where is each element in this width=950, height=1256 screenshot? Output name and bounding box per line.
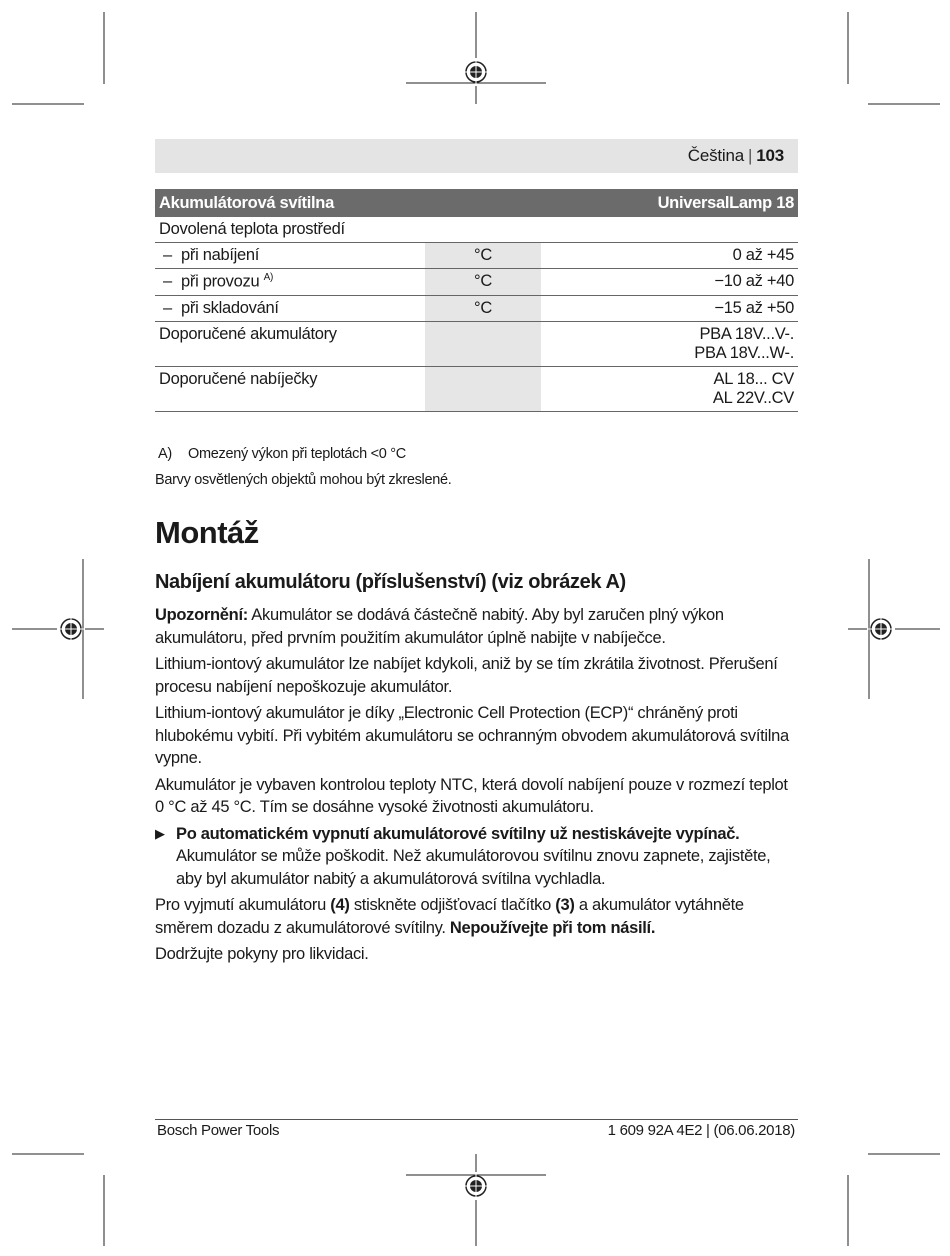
paragraph: Pro vyjmutí akumulátoru (4) stiskněte odjišťovací tlačítko (3) a akumulátor vytáhněte směrem dozadu z akumulátorové svítilny. Nepoužívejte při tom násilí. — [155, 896, 744, 937]
body-text — [155, 604, 795, 970]
row-label: – při skladování — [155, 295, 425, 321]
paragraph: Upozornění: Akumulátor se dodává částečně nabitý. Aby byl zaručen plný výkon akumulátoru, před prvním použitím akumulátor úplně nabijte v nabíječce. — [155, 606, 724, 647]
footer-brand: Bosch Power Tools — [157, 1122, 280, 1139]
chargers-label: Doporučené nabíječky — [155, 366, 425, 411]
table-row — [155, 366, 798, 411]
table-footnote — [158, 446, 406, 462]
table-row — [155, 321, 798, 366]
paragraph: Lithium-iontový akumulátor je díky „Electronic Cell Protection (ECP)“ chráněný proti hlubokému vybití. Při vybitém akumulátoru se ochranným obvodem akumulátorová svítilna vypne. — [155, 704, 789, 767]
section-title: Montáž — [155, 515, 259, 550]
row-value: 0 až +45 — [541, 243, 798, 269]
row-value: −10 až +40 — [541, 269, 798, 296]
subsection-title: Nabíjení akumulátoru (příslušenství) (viz obrázek A) — [155, 571, 626, 593]
header-text — [688, 139, 784, 173]
warning-bullet: ▶ Po automatickém vypnutí akumulátorové svítilny už nestiskávejte vypínač. Akumulátor se může poškodit. Než akumulátorovou svítilnu znovu zapnete, zajistěte, aby byl akumulátor nabitý a akumulátorová svítilna vychladla. — [155, 824, 771, 888]
spec-table-title: Akumulátorová svítilna — [155, 189, 541, 217]
row-unit: °C — [425, 243, 541, 269]
table-row — [155, 217, 798, 243]
footer-divider — [155, 1119, 798, 1120]
spec-table-header — [155, 189, 798, 217]
registration-target-top — [462, 58, 490, 86]
spec-table-product: UniversalLamp 18 — [541, 189, 798, 217]
footer-doc-id: 1 609 92A 4E2 | (06.06.2018) — [607, 1122, 795, 1139]
color-note: Barvy osvětlených objektů mohou být zkreslené. — [155, 472, 452, 488]
registration-target-bottom — [462, 1172, 490, 1200]
row-unit: °C — [425, 269, 541, 296]
batteries-value: PBA 18V...V-. PBA 18V...W-. — [541, 321, 798, 366]
row-label: – při provozu $^{A)}$ — [155, 269, 425, 296]
spec-table — [155, 189, 798, 412]
table-row — [155, 269, 798, 296]
header-language: Čeština — [687, 146, 745, 165]
triangle-bullet-icon: ▶ — [155, 825, 165, 841]
row-value: −15 až +50 — [541, 295, 798, 321]
registration-target-right — [867, 615, 895, 643]
header-separator: | — [748, 146, 753, 165]
chargers-value: AL 18... CV AL 22V..CV — [541, 366, 798, 411]
paragraph: Akumulátor je vybaven kontrolou teploty NTC, která dovolí nabíjení pouze v rozmezí teplot 0 °C až 45 °C. Tím se dosáhne vysoké životnosti akumulátoru. — [155, 775, 788, 816]
footnote-text: Omezený výkon při teplotách <0 °C — [188, 446, 406, 462]
table-row — [155, 295, 798, 321]
paragraph: Dodržujte pokyny pro likvidaci. — [155, 945, 369, 963]
footnote-ref: A) — [263, 272, 274, 283]
row-label: – při nabíjení — [155, 243, 425, 269]
table-row — [155, 243, 798, 269]
batteries-label: Doporučené akumulátory — [155, 321, 425, 366]
registration-target-left — [57, 615, 85, 643]
page-number: 103 — [756, 146, 784, 165]
paragraph: Lithium-iontový akumulátor lze nabíjet kdykoli, aniž by se tím zkrátila životnost. Přerušení procesu nabíjení nepoškozuje akumulátor. — [155, 655, 778, 696]
row-unit: °C — [425, 295, 541, 321]
footnote-label: A) — [158, 446, 172, 462]
page-header — [155, 139, 798, 173]
temp-heading: Dovolená teplota prostředí — [155, 217, 798, 243]
